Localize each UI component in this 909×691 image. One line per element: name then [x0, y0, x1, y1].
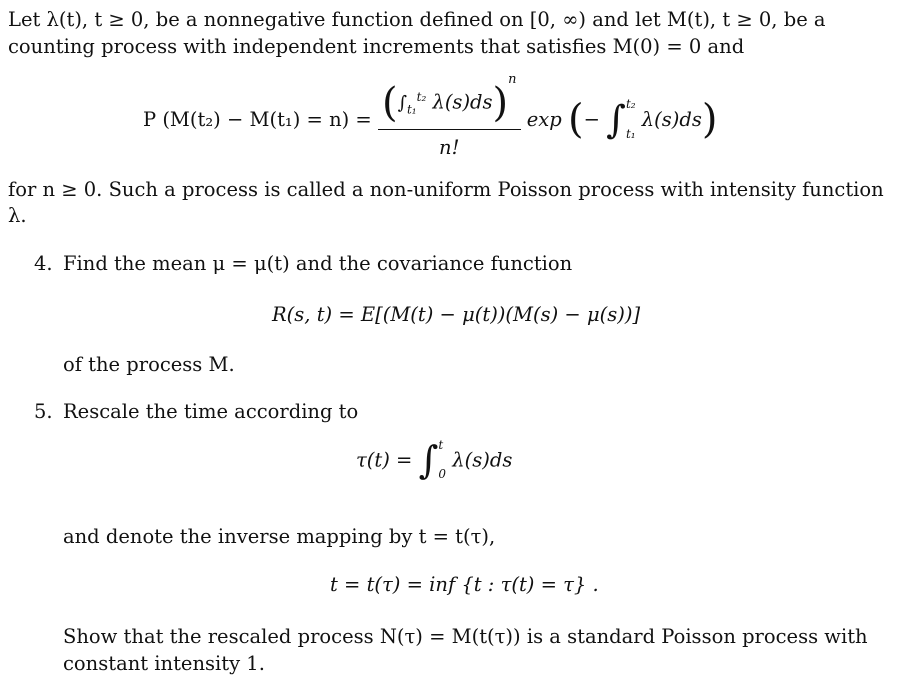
rescale-integrand: λ(s)ds	[452, 448, 513, 472]
fraction-denominator: n!	[439, 136, 460, 159]
definition-line-1: for n ≥ 0. Such a process is called a non-uniform Poisson process with intensity function	[8, 178, 884, 201]
intro-line-2: counting process with independent increments that satisfies M(0) = 0 and	[8, 35, 745, 58]
numerator-power: n	[508, 72, 517, 87]
conclusion-line-1: Show that the rescaled process N(τ) = M(t(τ)) is a standard Poisson process with	[63, 625, 868, 648]
formula-lhs: P (M(t₂) − M(t₁) = n) =	[143, 108, 372, 131]
formula-fraction	[378, 72, 521, 159]
item-5-after: and denote the inverse mapping by t = t(τ),	[63, 525, 496, 548]
fraction-numerator: ($\int_{t_1}^{t_2}$ λ(s)ds)$^n$	[378, 80, 521, 130]
item-4-number: 4.	[34, 252, 53, 275]
item-5-text: Rescale the time according to	[63, 400, 359, 423]
intro-line-1: Let λ(t), t ≥ 0, be a nonnegative function defined on [0, ∞) and let M(t), t ≥ 0, be a	[8, 8, 826, 31]
item-5-number: 5.	[34, 400, 53, 423]
exp-label: exp	[526, 108, 562, 131]
rescale-lhs: τ(t) =	[356, 448, 413, 472]
numerator-integrand: λ(s)ds	[432, 90, 493, 114]
definition-line-2: λ.	[8, 204, 27, 227]
time-rescale-formula: τ(t) = ∫ t 0 λ(s)ds	[356, 437, 513, 482]
item-4-after: of the process M.	[63, 353, 235, 376]
inverse-mapping-formula: t = t(τ) = inf {t : τ(t) = τ} .	[330, 573, 599, 596]
covariance-formula: R(s, t) = E[(M(t) − μ(t))(M(s) − μ(s))]	[272, 303, 641, 326]
conclusion-line-2: constant intensity 1.	[63, 652, 265, 675]
item-4-text: Find the mean μ = μ(t) and the covariance function	[63, 252, 573, 275]
poisson-probability-formula: P (M(t₂) − M(t₁) = n) = $\frac{(\int_{t_1}^{t_2} \lambda(s)ds)^n}{n!}$ exp (− ∫ t₂ t₁ λ(s)ds)	[143, 72, 718, 159]
exp-integrand: λ(s)ds	[641, 108, 702, 131]
